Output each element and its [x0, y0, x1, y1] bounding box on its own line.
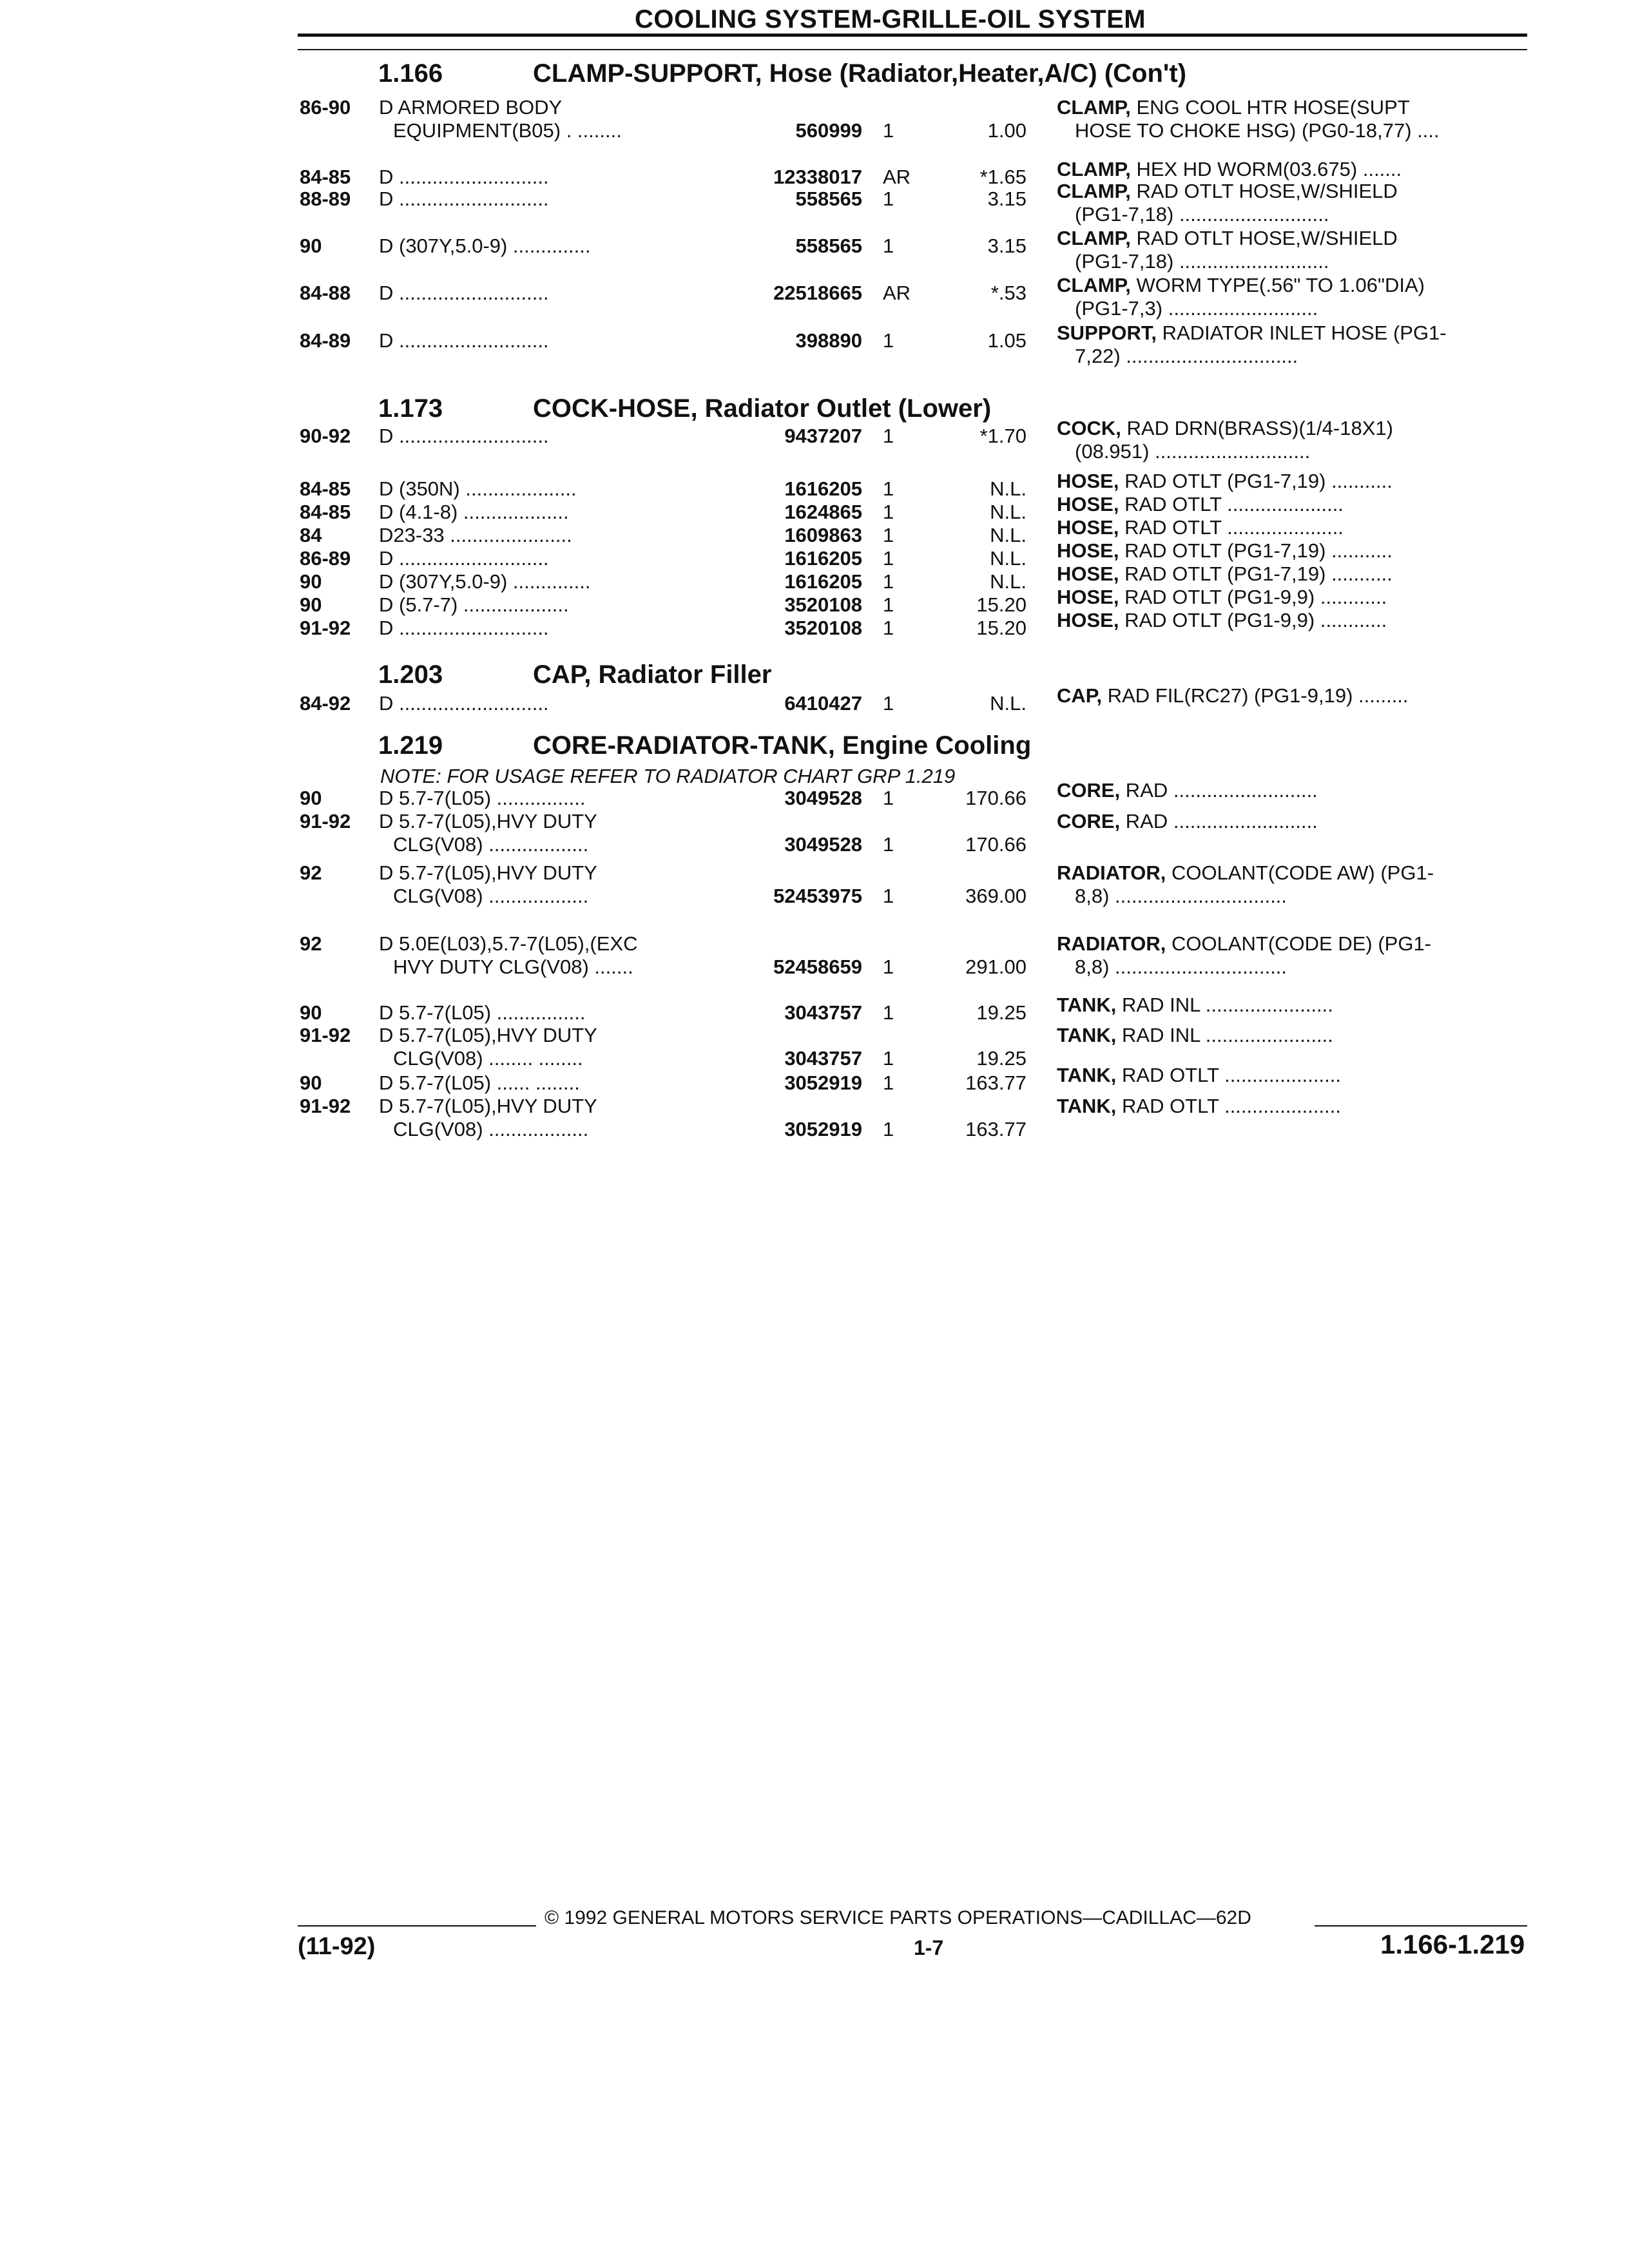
model-year: 90: [300, 1001, 322, 1024]
description-noun: CLAMP,: [1057, 227, 1131, 249]
part-number: 1624865: [784, 501, 862, 523]
description: [1057, 1095, 1341, 1117]
description-noun: HOSE,: [1057, 470, 1119, 492]
part-number: 558565: [795, 187, 862, 210]
price: 15.20: [976, 617, 1027, 639]
section-title: COCK-HOSE, Radiator Outlet (Lower): [533, 394, 992, 423]
description-text: COOLANT(CODE DE) (PG1-: [1166, 932, 1432, 955]
model-year: 84-88: [300, 282, 351, 304]
application: D 5.7-7(L05),HVY DUTY: [379, 810, 597, 832]
price: 170.66: [965, 787, 1027, 809]
model-year: 84: [300, 524, 322, 546]
price: N.L.: [990, 547, 1027, 570]
quantity: 1: [883, 1118, 894, 1140]
part-number: 1609863: [784, 524, 862, 546]
description: [1057, 227, 1398, 249]
description-text: RAD OTLT HOSE,W/SHIELD: [1130, 180, 1398, 202]
description-text: RAD OTLT HOSE,W/SHIELD: [1130, 227, 1398, 249]
application: D (307Y,5.0-9) ..............: [379, 235, 591, 257]
application: D 5.7-7(L05) ...... ........: [379, 1072, 580, 1094]
description-text: RAD OTLT .....................: [1116, 1064, 1341, 1086]
description-text: RAD OTLT .....................: [1116, 1095, 1341, 1117]
application: D (350N) ....................: [379, 477, 577, 500]
quantity: 1: [883, 329, 894, 352]
application-cont: CLG(V08) ........ ........: [393, 1047, 583, 1070]
description-text: RAD OTLT (PG1-7,19) ...........: [1119, 470, 1393, 492]
description: [1057, 586, 1387, 608]
description-noun: COCK,: [1057, 417, 1121, 439]
section-title: CLAMP-SUPPORT, Hose (Radiator,Heater,A/C) (Con't): [533, 59, 1187, 88]
application: D ...........................: [379, 425, 549, 447]
part-number: 3043757: [784, 1001, 862, 1024]
price: 19.25: [976, 1001, 1027, 1024]
description: [1057, 97, 1410, 119]
description-cont: 8,8) ...............................: [1075, 885, 1287, 907]
description: [1057, 1064, 1341, 1086]
part-number: 1616205: [784, 547, 862, 570]
price: N.L.: [990, 570, 1027, 593]
model-year: 91-92: [300, 810, 351, 832]
model-year: 91-92: [300, 1024, 351, 1046]
description-text: WORM TYPE(.56" TO 1.06"DIA): [1130, 274, 1425, 296]
description-cont: 7,22) ...............................: [1075, 345, 1298, 367]
quantity: 1: [883, 570, 894, 593]
description: [1057, 494, 1344, 515]
quantity: 1: [883, 477, 894, 500]
description-noun: TANK,: [1057, 994, 1117, 1016]
application: D ...........................: [379, 692, 549, 715]
description-noun: CLAMP,: [1057, 158, 1131, 180]
part-number: 1616205: [784, 570, 862, 593]
description-noun: CORE,: [1057, 779, 1121, 802]
description-text: COOLANT(CODE AW) (PG1-: [1166, 861, 1434, 884]
section-heading-1203: [378, 660, 771, 689]
description: [1057, 1024, 1333, 1046]
application: D (5.7-7) ...................: [379, 593, 569, 616]
description-text: RADIATOR INLET HOSE (PG1-: [1157, 322, 1447, 344]
description: [1057, 862, 1434, 884]
application: D ARMORED BODY: [379, 96, 563, 119]
description-cont: (PG1-7,18) ...........................: [1075, 250, 1329, 273]
footer-rule-right: [1315, 1925, 1527, 1927]
description: [1057, 811, 1318, 832]
part-number: 3052919: [784, 1072, 862, 1094]
description: [1057, 780, 1318, 802]
section-heading-1166: [378, 59, 1186, 88]
part-number: 22518665: [773, 282, 862, 304]
part-number: 52458659: [773, 956, 862, 978]
model-year: 90: [300, 235, 322, 257]
description-text: ENG COOL HTR HOSE(SUPT: [1130, 96, 1410, 119]
description-text: RAD OTLT (PG1-9,9) ............: [1119, 609, 1387, 631]
model-year: 90: [300, 570, 322, 593]
price: *.53: [990, 282, 1027, 304]
description: [1057, 159, 1402, 180]
description-text: HEX HD WORM(03.675) .......: [1130, 158, 1402, 180]
description-noun: TANK,: [1057, 1024, 1117, 1046]
quantity: 1: [883, 787, 894, 809]
part-number: 398890: [795, 329, 862, 352]
application-cont: EQUIPMENT(B05) . ........: [393, 119, 622, 142]
model-year: 86-90: [300, 96, 351, 119]
quantity: 1: [883, 501, 894, 523]
part-number: 9437207: [784, 425, 862, 447]
usage-note: NOTE: FOR USAGE REFER TO RADIATOR CHART GRP 1.219: [380, 765, 956, 787]
application: D ...........................: [379, 329, 549, 352]
section-number: 1.173: [378, 394, 443, 423]
model-year: 90: [300, 1072, 322, 1094]
application: D 5.0E(L03),5.7-7(L05),(EXC: [379, 932, 638, 955]
section-heading-1173: [378, 394, 991, 423]
description: [1057, 322, 1447, 344]
description-noun: HOSE,: [1057, 609, 1119, 631]
description: [1057, 685, 1409, 707]
quantity: 1: [883, 187, 894, 210]
price: 170.66: [965, 833, 1027, 856]
price: 163.77: [965, 1118, 1027, 1140]
description-noun: CORE,: [1057, 810, 1121, 832]
application: D23-33 ......................: [379, 524, 572, 546]
section-number: 1.219: [378, 731, 443, 760]
footer-copyright: © 1992 GENERAL MOTORS SERVICE PARTS OPERATIONS—CADILLAC—62D: [545, 1907, 1251, 1928]
description-cont: 8,8) ...............................: [1075, 956, 1287, 978]
description-noun: CLAMP,: [1057, 180, 1131, 202]
model-year: 91-92: [300, 617, 351, 639]
application: D ...........................: [379, 617, 549, 639]
price: N.L.: [990, 477, 1027, 500]
part-number: 1616205: [784, 477, 862, 500]
application-cont: HVY DUTY CLG(V08) .......: [393, 956, 633, 978]
application: D ...........................: [379, 282, 549, 304]
model-year: 86-89: [300, 547, 351, 570]
application-cont: CLG(V08) ..................: [393, 885, 589, 907]
quantity: 1: [883, 524, 894, 546]
quantity: 1: [883, 547, 894, 570]
application: D (4.1-8) ...................: [379, 501, 569, 523]
application: D ...........................: [379, 187, 549, 210]
header-rule: [298, 34, 1527, 37]
description-text: RAD OTLT (PG1-7,19) ...........: [1119, 539, 1393, 562]
quantity: AR: [883, 166, 911, 188]
description-noun: HOSE,: [1057, 586, 1119, 608]
price: *1.65: [979, 166, 1027, 188]
quantity: 1: [883, 617, 894, 639]
quantity: 1: [883, 593, 894, 616]
part-number: 3049528: [784, 787, 862, 809]
section-heading-1219: [378, 731, 1031, 760]
application: D (307Y,5.0-9) ..............: [379, 570, 591, 593]
application: D 5.7-7(L05),HVY DUTY: [379, 1095, 597, 1117]
price: N.L.: [990, 501, 1027, 523]
application: D 5.7-7(L05),HVY DUTY: [379, 861, 597, 884]
description-text: RAD INL .......................: [1116, 1024, 1333, 1046]
application-cont: CLG(V08) ..................: [393, 1118, 589, 1140]
description-noun: CLAMP,: [1057, 96, 1131, 119]
description-cont: (08.951) ............................: [1075, 440, 1311, 463]
price: *1.70: [979, 425, 1027, 447]
description-noun: HOSE,: [1057, 562, 1119, 585]
description-text: RAD OTLT .....................: [1119, 493, 1344, 515]
description: [1057, 180, 1398, 202]
description-noun: CLAMP,: [1057, 274, 1131, 296]
description: [1057, 418, 1393, 439]
description: [1057, 563, 1393, 585]
description: [1057, 517, 1344, 539]
model-year: 88-89: [300, 187, 351, 210]
model-year: 84-85: [300, 477, 351, 500]
application-cont: CLG(V08) ..................: [393, 833, 589, 856]
header-rule-thin: [298, 49, 1527, 50]
price: 3.15: [987, 235, 1027, 257]
application: D 5.7-7(L05) ................: [379, 787, 586, 809]
model-year: 84-85: [300, 166, 351, 188]
description-cont: HOSE TO CHOKE HSG) (PG0-18,77) ....: [1075, 119, 1440, 142]
description: [1057, 540, 1393, 562]
part-number: 6410427: [784, 692, 862, 715]
footer-group-range: 1.166-1.219: [1380, 1929, 1525, 1959]
model-year: 84-89: [300, 329, 351, 352]
model-year: 84-85: [300, 501, 351, 523]
section-number: 1.166: [378, 59, 443, 88]
model-year: 90: [300, 787, 322, 809]
part-number: 3520108: [784, 617, 862, 639]
footer-date: (11-92): [298, 1933, 376, 1960]
quantity: 1: [883, 1072, 894, 1094]
description-text: RAD OTLT (PG1-7,19) ...........: [1119, 562, 1393, 585]
description-text: RAD DRN(BRASS)(1/4-18X1): [1121, 417, 1393, 439]
description: [1057, 470, 1393, 492]
model-year: 84-92: [300, 692, 351, 715]
description-noun: HOSE,: [1057, 516, 1119, 539]
application: D ...........................: [379, 547, 549, 570]
description-noun: SUPPORT,: [1057, 322, 1157, 344]
price: 15.20: [976, 593, 1027, 616]
footer-rule-left: [298, 1925, 536, 1927]
section-title: CAP, Radiator Filler: [533, 660, 772, 689]
quantity: 1: [883, 885, 894, 907]
description-cont: (PG1-7,3) ...........................: [1075, 297, 1318, 320]
description-noun: HOSE,: [1057, 493, 1119, 515]
description: [1057, 274, 1425, 296]
description: [1057, 994, 1333, 1016]
description-noun: CAP,: [1057, 684, 1103, 707]
part-number: 558565: [795, 235, 862, 257]
price: 291.00: [965, 956, 1027, 978]
price: N.L.: [990, 692, 1027, 715]
quantity: 1: [883, 692, 894, 715]
description-cont: (PG1-7,18) ...........................: [1075, 203, 1329, 226]
quantity: 1: [883, 235, 894, 257]
quantity: 1: [883, 833, 894, 856]
description-noun: HOSE,: [1057, 539, 1119, 562]
part-number: 3052919: [784, 1118, 862, 1140]
description-text: RAD OTLT (PG1-9,9) ............: [1119, 586, 1387, 608]
price: 369.00: [965, 885, 1027, 907]
part-number: 3043757: [784, 1047, 862, 1070]
description-noun: TANK,: [1057, 1095, 1117, 1117]
section-title: CORE-RADIATOR-TANK, Engine Cooling: [533, 731, 1032, 760]
quantity: 1: [883, 1047, 894, 1070]
part-number: 3049528: [784, 833, 862, 856]
section-number: 1.203: [378, 660, 443, 689]
description-text: RAD OTLT .....................: [1119, 516, 1344, 539]
price: 1.00: [987, 119, 1027, 142]
model-year: 90-92: [300, 425, 351, 447]
description-noun: TANK,: [1057, 1064, 1117, 1086]
description: [1057, 933, 1431, 955]
description: [1057, 610, 1387, 631]
quantity: 1: [883, 425, 894, 447]
application: D 5.7-7(L05) ................: [379, 1001, 586, 1024]
page-title: COOLING SYSTEM-GRILLE-OIL SYSTEM: [635, 5, 1146, 34]
part-number: 52453975: [773, 885, 862, 907]
price: 163.77: [965, 1072, 1027, 1094]
price: 3.15: [987, 187, 1027, 210]
model-year: 91-92: [300, 1095, 351, 1117]
part-number: 560999: [795, 119, 862, 142]
description-text: RAD INL .......................: [1116, 994, 1333, 1016]
quantity: 1: [883, 956, 894, 978]
part-number: 12338017: [773, 166, 862, 188]
model-year: 92: [300, 861, 322, 884]
price: 19.25: [976, 1047, 1027, 1070]
description-noun: RADIATOR,: [1057, 861, 1166, 884]
model-year: 90: [300, 593, 322, 616]
quantity: AR: [883, 282, 911, 304]
description-text: RAD ..........................: [1120, 779, 1318, 802]
model-year: 92: [300, 932, 322, 955]
quantity: 1: [883, 1001, 894, 1024]
description-text: RAD ..........................: [1120, 810, 1318, 832]
description-noun: RADIATOR,: [1057, 932, 1166, 955]
footer-page-number: 1-7: [914, 1936, 944, 1959]
price: N.L.: [990, 524, 1027, 546]
quantity: 1: [883, 119, 894, 142]
application: D 5.7-7(L05),HVY DUTY: [379, 1024, 597, 1046]
application: D ...........................: [379, 166, 549, 188]
description-text: RAD FIL(RC27) (PG1-9,19) .........: [1102, 684, 1409, 707]
price: 1.05: [987, 329, 1027, 352]
part-number: 3520108: [784, 593, 862, 616]
